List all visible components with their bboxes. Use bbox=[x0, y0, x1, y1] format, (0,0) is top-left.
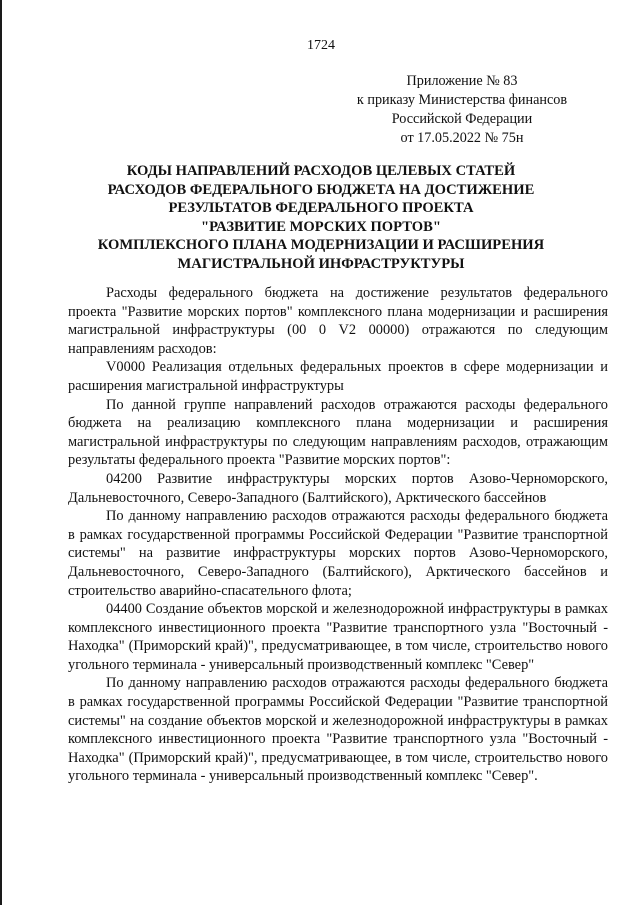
body-paragraph: По данному направлению расходов отражаются расходы федерального бюджета в рамках государственной программы Российской Федерации "Развитие транспортной системы" на создание объектов морской и железнодорожной инфраструктуры в рамках комплексного инвестиционного проекта "Развитие транспортного узла "Восточный - Находка" (Приморский край)", предусматривающее, в том числе, строительство нового угольного терминала - универсальный производственный комплекс "Север". bbox=[68, 675, 608, 785]
document-title bbox=[62, 162, 580, 274]
body-paragraph: 04400 Создание объектов морской и железнодорожной инфраструктуры в рамках комплексного инвестиционного проекта "Развитие транспортного узла "Восточный - Находка" (Приморский край)", предусматривающее, в том числе, строительство нового угольного терминала - универсальный производственный комплекс "Север" bbox=[68, 601, 608, 673]
appendix-line: к приказу Министерства финансов bbox=[356, 92, 568, 108]
body-paragraph: V0000 Реализация отдельных федеральных проектов в сфере модернизации и расширения магистральной инфраструктуры bbox=[68, 359, 608, 394]
appendix-line: Российской Федерации bbox=[391, 111, 533, 127]
appendix-line: от 17.05.2022 № 75н bbox=[400, 130, 524, 146]
body-paragraph: По данному направлению расходов отражаются расходы федерального бюджета в рамках государственной программы Российской Федерации "Развитие транспортной системы" на развитие инфраструктуры морских портов Азово-Черноморского, Дальневосточного, Северо-Западного (Балтийского), Арктического бассейнов и строительство аварийно-спасательного флота; bbox=[68, 508, 608, 599]
page-number: 1724 bbox=[307, 38, 335, 53]
document-body bbox=[68, 284, 608, 786]
title-line: КОДЫ НАПРАВЛЕНИЙ РАСХОДОВ ЦЕЛЕВЫХ СТАТЕЙ bbox=[126, 163, 516, 179]
body-paragraph: 04200 Развитие инфраструктуры морских портов Азово-Черноморского, Дальневосточного, Северо-Западного (Балтийского), Арктического бассейнов bbox=[68, 470, 608, 506]
body-paragraph: По данной группе направлений расходов отражаются расходы федерального бюджета на реализацию комплексного плана модернизации и расширения магистральной инфраструктуры по следующим направлениям расходов, отражающим результаты федерального проекта "Развитие морских портов": bbox=[68, 396, 608, 469]
title-line: РАСХОДОВ ФЕДЕРАЛЬНОГО БЮДЖЕТА НА ДОСТИЖЕНИЕ bbox=[107, 181, 535, 198]
title-line: РЕЗУЛЬТАТОВ ФЕДЕРАЛЬНОГО ПРОЕКТА bbox=[168, 200, 474, 217]
title-line: КОМПЛЕКСНОГО ПЛАНА МОДЕРНИЗАЦИИ И РАСШИРЕНИЯ bbox=[97, 237, 545, 254]
title-line: "РАЗВИТИЕ МОРСКИХ ПОРТОВ" bbox=[201, 218, 441, 235]
title-line: МАГИСТРАЛЬНОЙ ИНФРАСТРУКТУРЫ bbox=[177, 255, 465, 272]
body-paragraph: Расходы федерального бюджета на достижение результатов федерального проекта "Развитие морских портов" комплексного плана модернизации и расширения магистральной инфраструктуры (00 0 V2 00000) отражаются по следующим направлениям расходов: bbox=[68, 285, 608, 357]
appendix-block bbox=[342, 72, 582, 148]
appendix-line: Приложение № 83 bbox=[406, 73, 518, 89]
